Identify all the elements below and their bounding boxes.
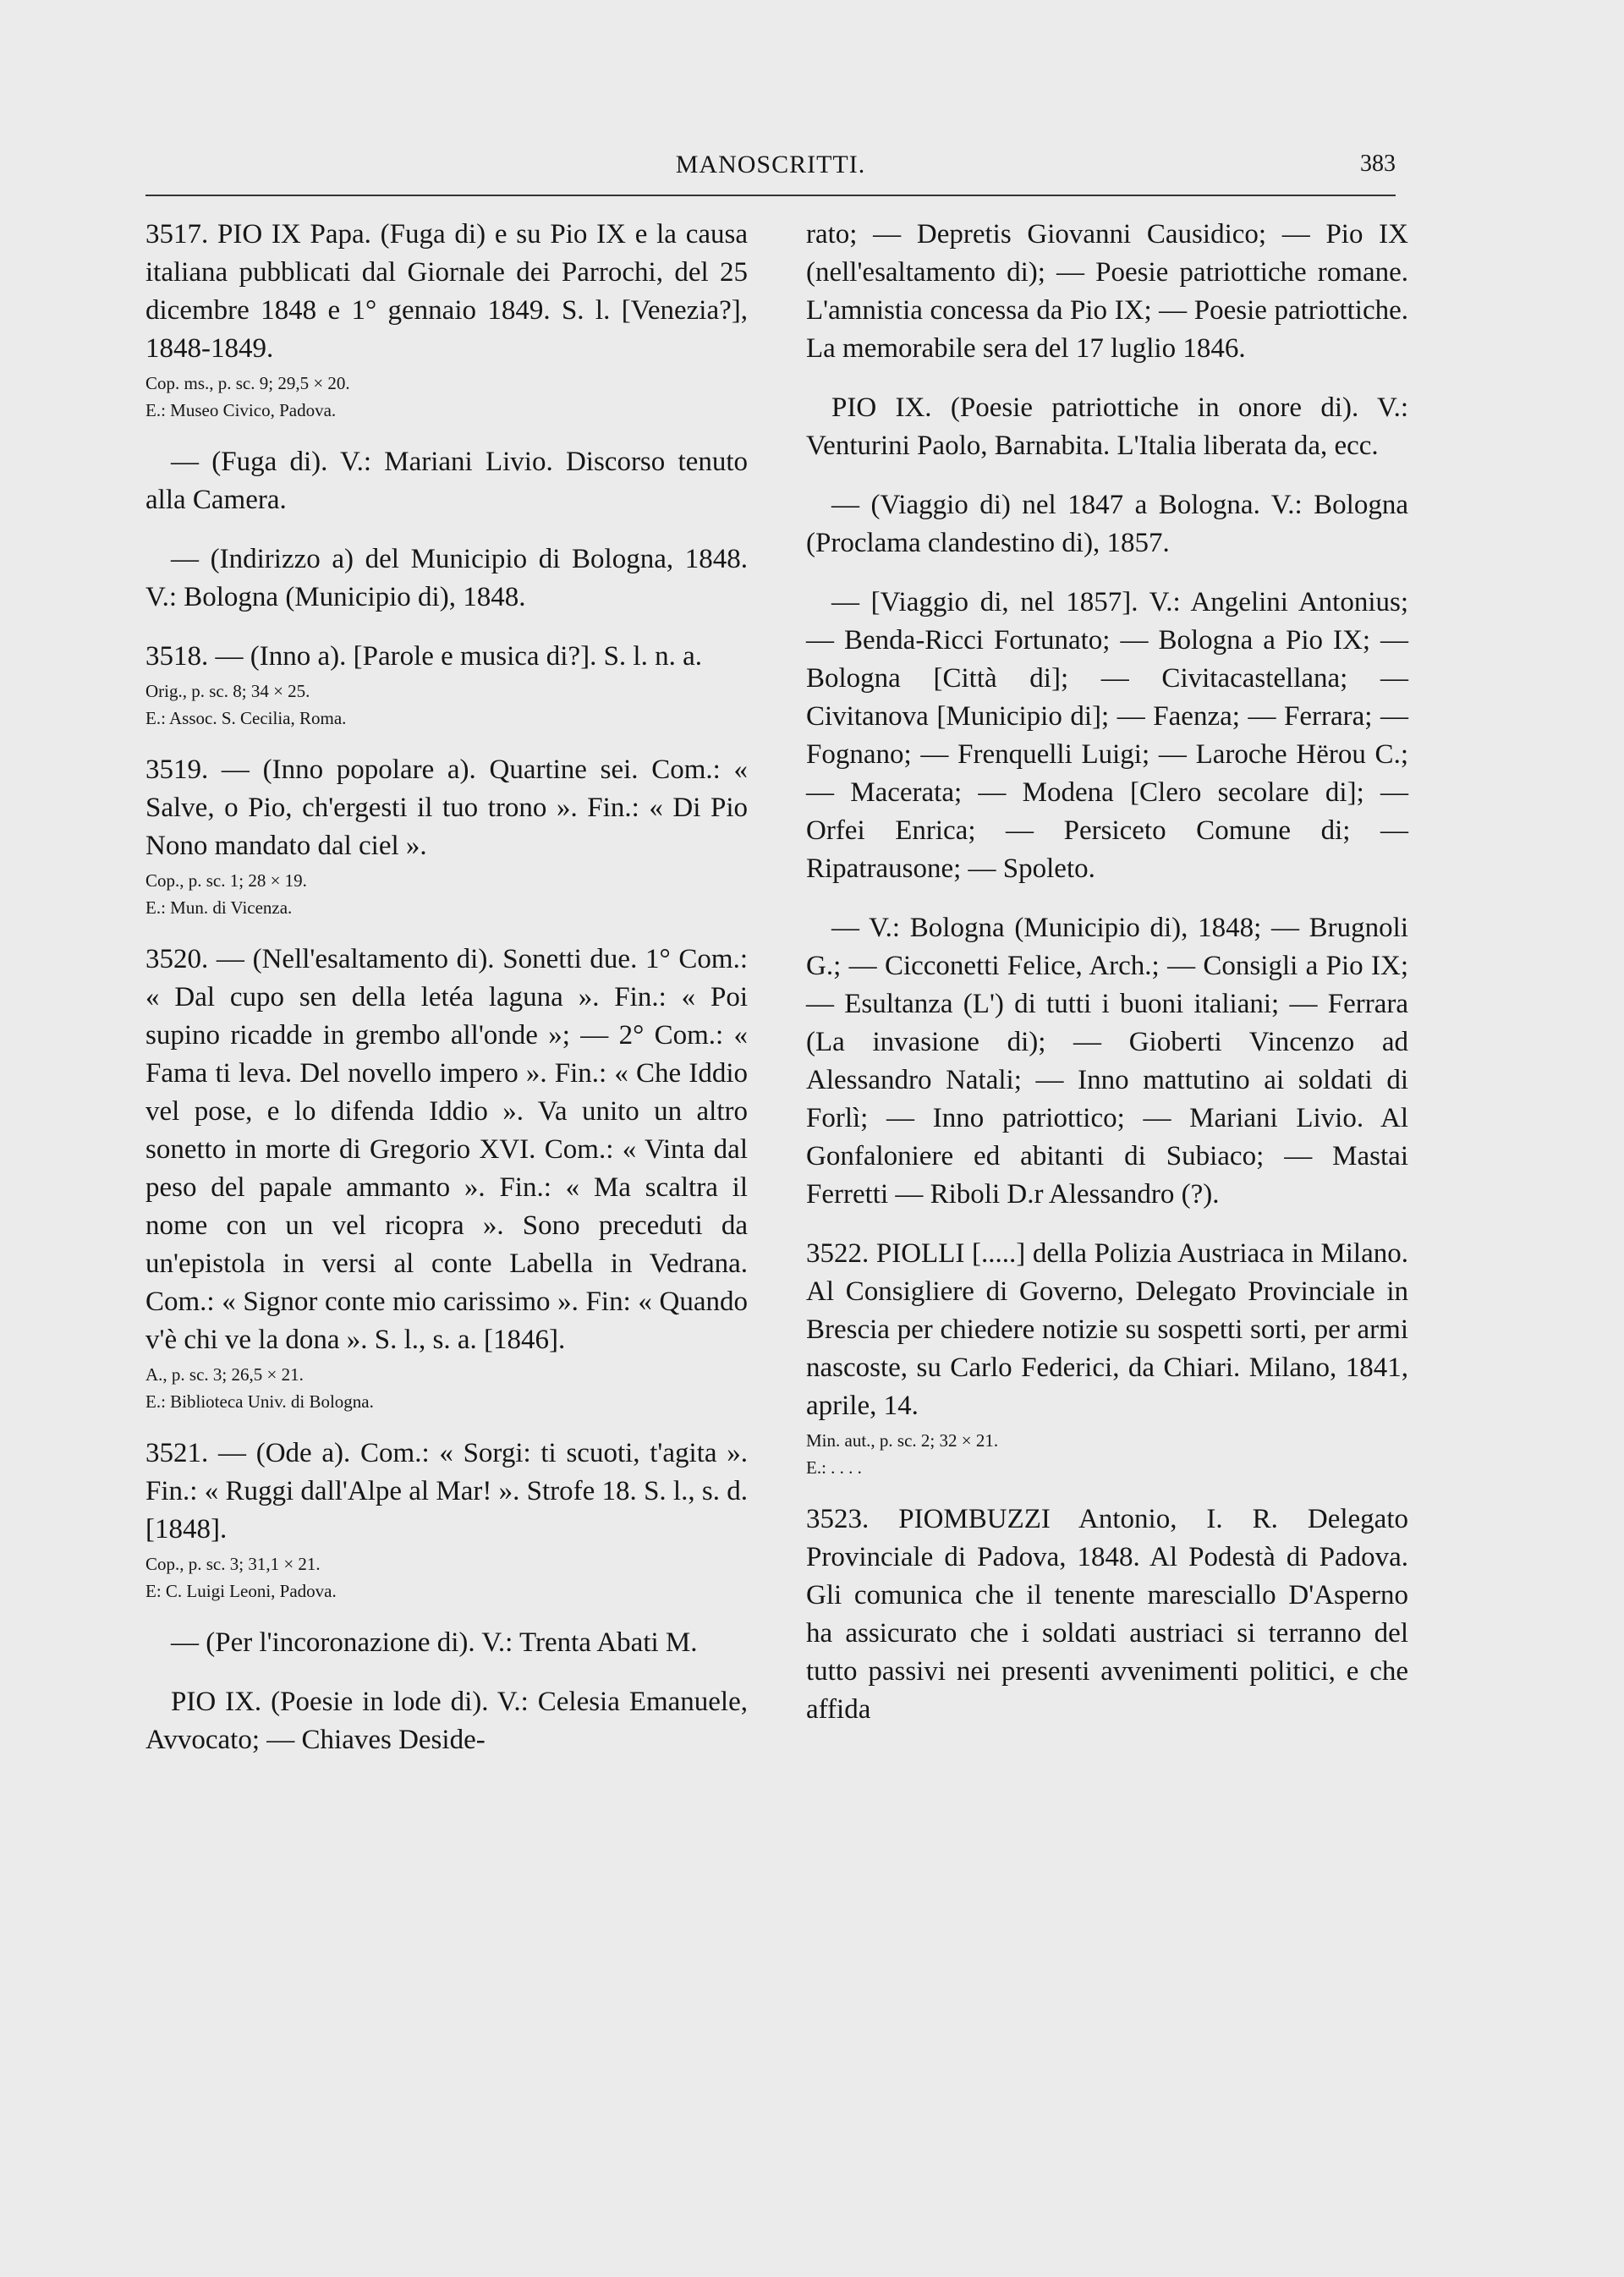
catalog-entry: [145, 443, 748, 519]
catalog-entry: [145, 638, 748, 730]
catalog-entry: [806, 486, 1408, 562]
right-column: [806, 216, 1408, 1750]
entry-text: — [Viaggio di, nel 1857]. V.: Angelini Antonius; — Benda-Ricci Fortunato; — Bologna a Pio IX; — Bologna [Città di]; — Civitacastellana; — Civitanova [Municipio di]; — Faenza; — Ferrara; — Fognano; — Frenquelli Luigi; — Laroche Hërou C.; — Macerata; — Modena [Clero secolare di]; — Orfei Enrica; — Persiceto Comune di; — Ripatrausone; — Spoleto.: [806, 587, 1408, 884]
catalog-entry: [806, 216, 1408, 368]
entry-text: rato; — Depretis Giovanni Causidico; — Pio IX (nell'esaltamento di); — Poesie patriottiche romane. L'amnistia concessa da Pio IX; — Poesie patriottiche. La memorabile sera del 17 luglio 1846.: [806, 219, 1408, 364]
catalog-entry: [806, 584, 1408, 888]
catalog-entry: [145, 216, 748, 422]
entry-text: — (Indirizzo a) del Municipio di Bologna, 1848. V.: Bologna (Municipio di), 1848.: [145, 544, 748, 612]
entry-text: 3521. — (Ode a). Com.: « Sorgi: ti scuoti, t'agita ». Fin.: « Ruggi dall'Alpe al Mar! ». Strofe 18. S. l., s. d. [1848].: [145, 1438, 748, 1545]
catalog-entry: [806, 909, 1408, 1214]
entry-text: 3519. — (Inno popolare a). Quartine sei. Com.: « Salve, o Pio, ch'ergesti il tuo trono ». Fin.: « Di Pio Nono mandato dal ciel ».: [145, 754, 748, 861]
entry-note: E.: Biblioteca Univ. di Bologna.: [145, 1391, 374, 1412]
entry-note: E.: Mun. di Vicenza.: [145, 897, 293, 918]
left-column: [145, 216, 748, 1780]
entry-text: — V.: Bologna (Municipio di), 1848; — Brugnoli G.; — Cicconetti Felice, Arch.; — Consigli a Pio IX; — Esultanza (L') di tutti i buoni italiani; — Ferrara (La invasione di); — Gioberti Vincenzo ad Alessandro Natali; — Inno mattutino ai soldati di Forlì; — Inno patriottico; — Mariani Livio. Al Gonfaloniere ed abitanti di Subiaco; — Mastai Ferretti — Riboli D.r Alessandro (?).: [806, 913, 1408, 1210]
entry-note: Cop., p. sc. 3; 31,1 × 21.: [145, 1554, 321, 1574]
entry-text: — (Fuga di). V.: Mariani Livio. Discorso tenuto alla Camera.: [145, 447, 748, 515]
catalog-entry: [145, 751, 748, 919]
entry-text: PIO IX. (Poesie in lode di). V.: Celesia Emanuele, Avvocato; — Chiaves Deside-: [145, 1687, 748, 1755]
entry-note: Cop., p. sc. 1; 28 × 19.: [145, 870, 307, 891]
entry-text: 3517. PIO IX Papa. (Fuga di) e su Pio IX e la causa italiana pubblicati dal Giornale dei Parrochi, del 25 dicembre 1848 e 1° gennaio 1849. S. l. [Venezia?], 1848-1849.: [145, 219, 748, 364]
entry-text: 3520. — (Nell'esaltamento di). Sonetti due. 1° Com.: « Dal cupo sen della letéa laguna ». Fin.: « Poi supino ricadde in grembo all'onde »; — 2° Com.: « Fama ti leva. Del novello impero ». Fin.: « Che Iddio vel pose, e lo difenda Iddio ». Va unito un altro sonetto in morte di Gregorio XVI. Com.: « Vinta dal peso del papale ammanto ». Fin.: « Ma scaltra il nome con un vel ricopra ». Sono preceduti da un'epistola in versi al conte Labella in Vedrana. Com.: « Signor conte mio carissimo ». Fin: « Quando v'è chi ve la dona ». S. l., s. a. [1846].: [145, 944, 748, 1355]
catalog-entry: [145, 540, 748, 617]
entry-text: 3522. PIOLLI [.....] della Polizia Austriaca in Milano. Al Consigliere di Governo, Delegato Provinciale in Brescia per chiedere notizie su sospetti sorti, per armi nascoste, su Carlo Federici, da Chiari. Milano, 1841, aprile, 14.: [806, 1238, 1408, 1421]
entry-note: Orig., p. sc. 8; 34 × 25.: [145, 681, 310, 701]
entry-text: — (Viaggio di) nel 1847 a Bologna. V.: Bologna (Proclama clandestino di), 1857.: [806, 490, 1408, 558]
entry-note: Cop. ms., p. sc. 9; 29,5 × 20.: [145, 373, 350, 393]
running-title: MANOSCRITTI.: [675, 151, 866, 178]
catalog-entry: [806, 389, 1408, 465]
entry-note: E.: . . . .: [806, 1457, 862, 1478]
entry-note: A., p. sc. 3; 26,5 × 21.: [145, 1364, 304, 1385]
catalog-entry: [145, 1435, 748, 1603]
page-number: 383: [1360, 151, 1396, 177]
catalog-entry: [145, 1683, 748, 1759]
entry-text: 3523. PIOMBUZZI Antonio, I. R. Delegato Provinciale di Padova, 1848. Al Podestà di Padova. Gli comunica che il tenente maresciallo D'Asperno ha assicurato che i soldati austriaci si terranno del tutto passivi nei presenti avvenimenti politici, e che affida: [806, 1504, 1408, 1725]
entry-note: E.: Assoc. S. Cecilia, Roma.: [145, 708, 347, 728]
entry-text: 3518. — (Inno a). [Parole e musica di?]. S. l. n. a.: [145, 641, 703, 672]
catalog-entry: [145, 1624, 748, 1662]
catalog-entry: [806, 1235, 1408, 1479]
catalog-entry: [145, 941, 748, 1413]
entry-note: E: C. Luigi Leoni, Padova.: [145, 1581, 337, 1601]
entry-text: — (Per l'incoronazione di). V.: Trenta Abati M.: [171, 1627, 698, 1658]
entry-note: E.: Museo Civico, Padova.: [145, 400, 337, 420]
entry-text: PIO IX. (Poesie patriottiche in onore di). V.: Venturini Paolo, Barnabita. L'Italia liberata da, ecc.: [806, 392, 1408, 461]
entry-note: Min. aut., p. sc. 2; 32 × 21.: [806, 1430, 999, 1451]
catalog-entry: [806, 1501, 1408, 1729]
running-head: [145, 151, 1396, 196]
